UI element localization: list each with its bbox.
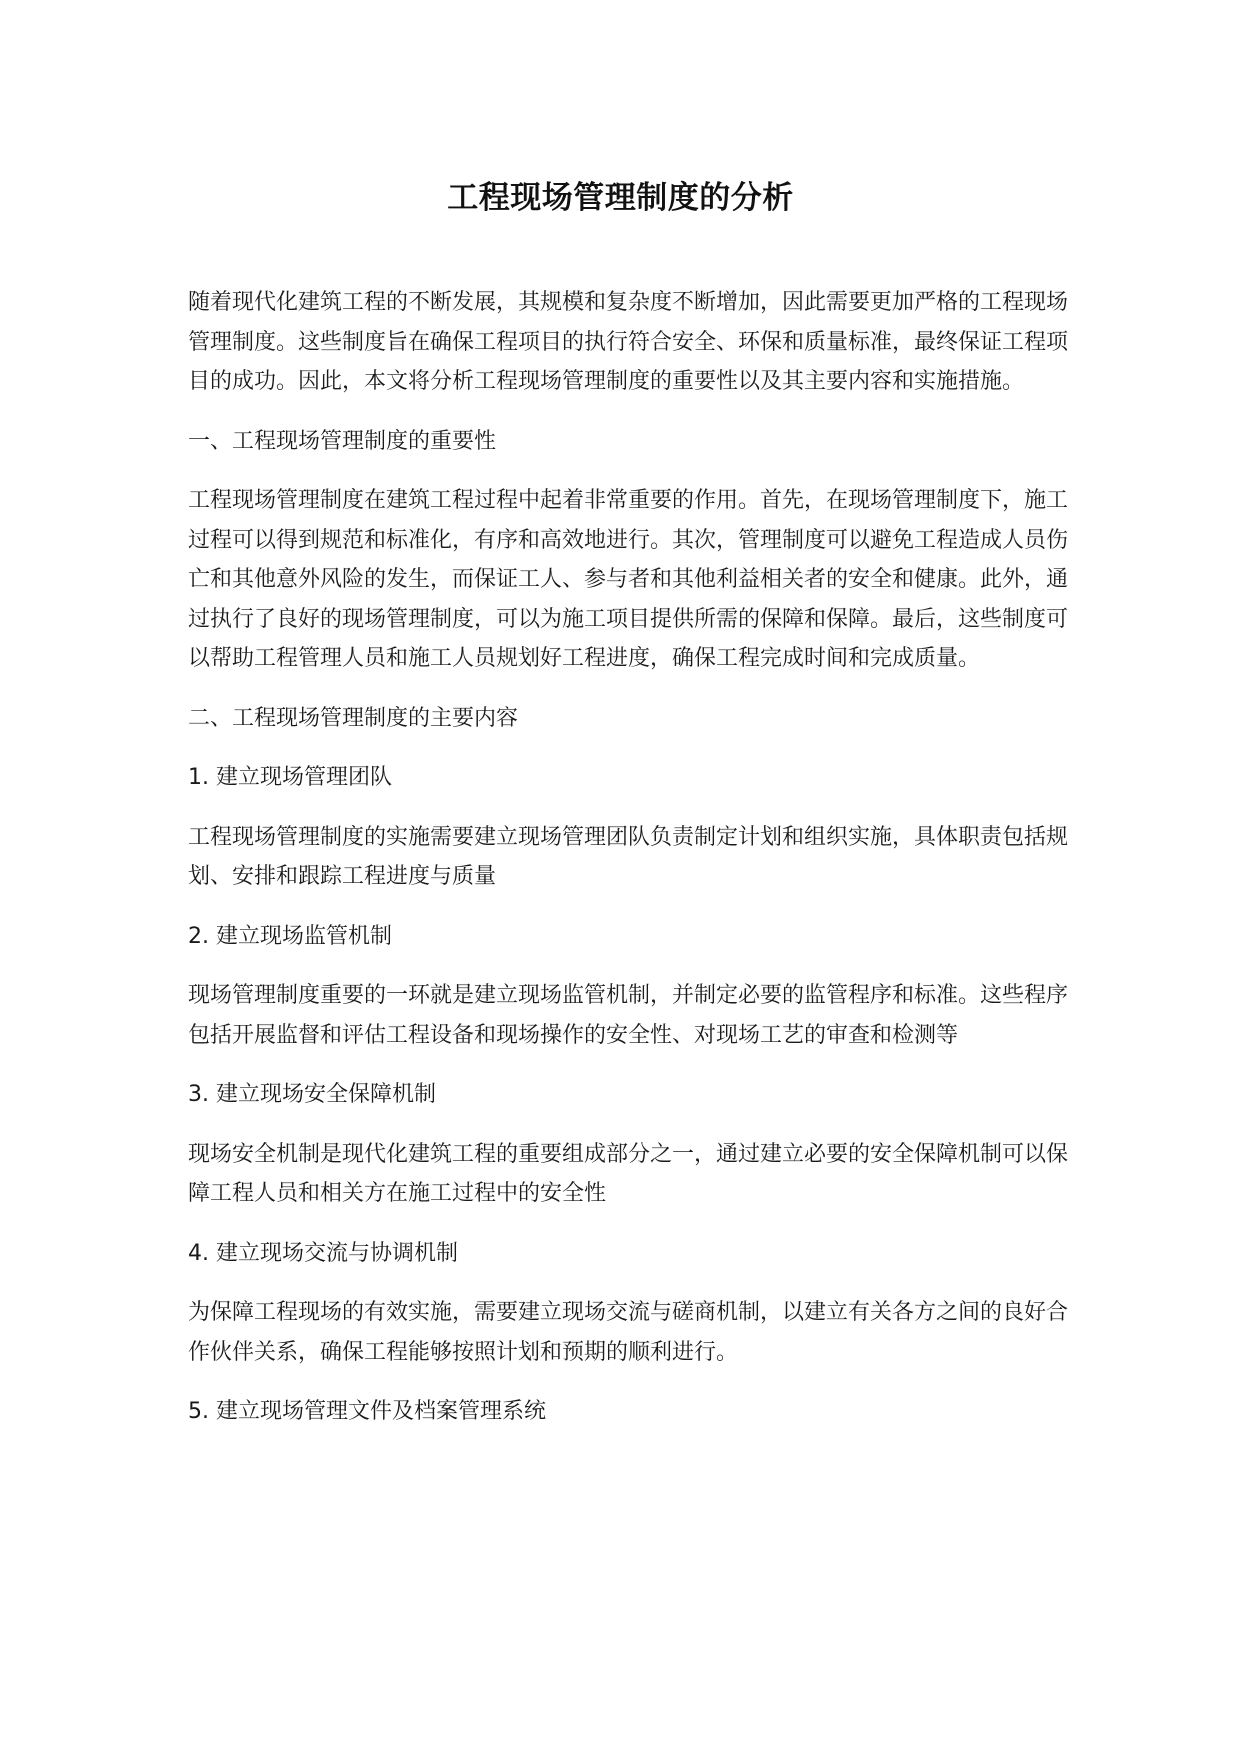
document-body bbox=[188, 283, 1068, 1452]
item-5-heading: 5. 建立现场管理文件及档案管理系统 bbox=[188, 1399, 546, 1424]
item-3-paragraph: 现场安全机制是现代化建筑工程的重要组成部分之一，通过建立必要的安全保障机制可以保障工程人员和相关方在施工过程中的安全性 bbox=[188, 1141, 1069, 1206]
item-3-heading: 3. 建立现场安全保障机制 bbox=[188, 1082, 436, 1107]
document-title: 工程现场管理制度的分析 bbox=[447, 180, 794, 216]
item-4-paragraph: 为保障工程现场的有效实施，需要建立现场交流与磋商机制，以建立有关各方之间的良好合作伙伴关系，确保工程能够按照计划和预期的顺利进行。 bbox=[188, 1300, 1069, 1365]
section-1-heading: 一、工程现场管理制度的重要性 bbox=[188, 428, 497, 454]
item-1-paragraph: 工程现场管理制度的实施需要建立现场管理团队负责制定计划和组织实施，具体职责包括规划、安排和跟踪工程进度与质量 bbox=[188, 824, 1069, 889]
section-1-paragraph: 工程现场管理制度在建筑工程过程中起着非常重要的作用。首先，在现场管理制度下，施工过程可以得到规范和标准化，有序和高效地进行。其次，管理制度可以避免工程造成人员伤亡和其他意外风险的发生，而保证工人、参与者和其他利益相关者的安全和健康。此外，通过执行了良好的现场管理制度，可以为施工项目提供所需的保障和保障。最后，这些制度可以帮助工程管理人员和施工人员规划好工程进度，确保工程完成时间和完成质量。 bbox=[188, 488, 1069, 671]
section-2-heading: 二、工程现场管理制度的主要内容 bbox=[188, 705, 519, 731]
intro-paragraph: 随着现代化建筑工程的不断发展，其规模和复杂度不断增加，因此需要更加严格的工程现场管理制度。这些制度旨在确保工程项目的执行符合安全、环保和质量标准，最终保证工程项目的成功。因此，本文将分析工程现场管理制度的重要性以及其主要内容和实施措施。 bbox=[188, 290, 1069, 394]
item-2-paragraph: 现场管理制度重要的一环就是建立现场监管机制，并制定必要的监管程序和标准。这些程序包括开展监督和评估工程设备和现场操作的安全性、对现场工艺的审查和检测等 bbox=[188, 983, 1069, 1048]
item-4-heading: 4. 建立现场交流与协调机制 bbox=[188, 1240, 458, 1266]
item-2-heading: 2. 建立现场监管机制 bbox=[188, 923, 392, 949]
item-1-heading: 1. 建立现场管理团队 bbox=[188, 765, 392, 790]
